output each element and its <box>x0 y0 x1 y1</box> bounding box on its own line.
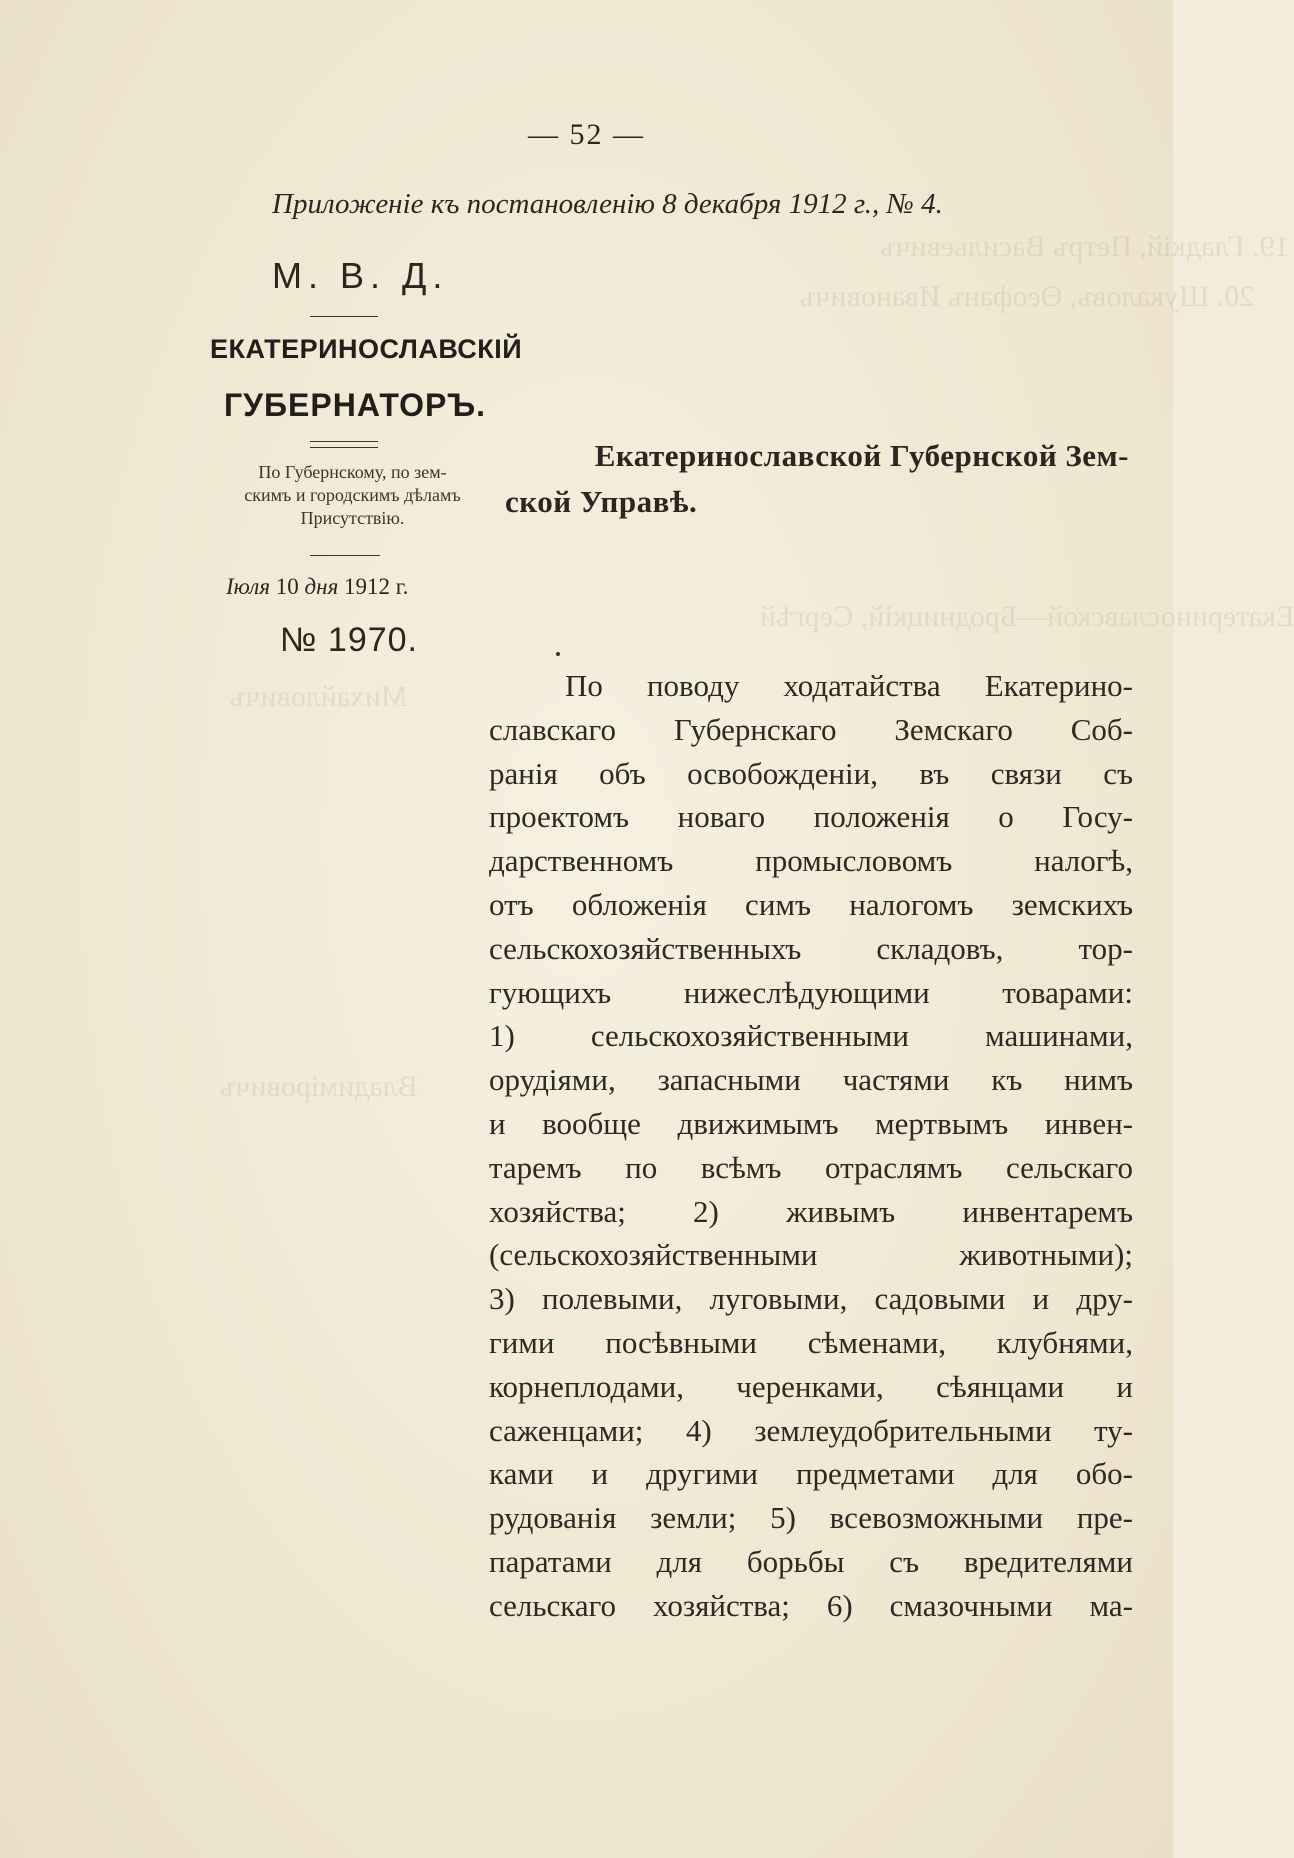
divider <box>310 555 380 556</box>
body-line: рудованія земли; 5) всевозможными пре- <box>489 1500 1133 1536</box>
body-line: паратами для борьбы съ вредителями <box>489 1543 1133 1579</box>
body-line: саженцами; 4) землеудобрительными ту- <box>489 1412 1133 1448</box>
bleed-through-text: Екатеринославской—Бродницкій, Сергѣй <box>760 600 1294 633</box>
body-line: ранія объ освобожденіи, въ связи съ <box>489 755 1133 791</box>
office-line: По Губернскому, по зем- <box>258 462 447 482</box>
body-paragraph <box>489 664 1133 1628</box>
body-line: гими посѣвными сѣменами, клубнями, <box>489 1324 1133 1360</box>
date-month: Іюля <box>226 574 271 599</box>
body-line: гующихъ нижеслѣдующими товарами: <box>489 974 1133 1010</box>
addressee <box>505 433 1129 525</box>
body-line: сельскохозяйственныхъ складовъ, тор- <box>489 930 1133 966</box>
body-line: проектомъ новаго положенія о Госу- <box>489 799 1133 835</box>
divider <box>310 447 378 448</box>
bleed-through-text: 19. Гладкій, Петръ Васильевичъ <box>880 230 1290 263</box>
divider <box>310 316 378 317</box>
date-year: 1912 г. <box>344 574 409 599</box>
document-date <box>226 574 408 600</box>
bleed-through-text: Михайловичъ <box>230 680 408 713</box>
addressee-line1: Екатеринославской Губернской Зем- <box>594 438 1129 473</box>
body-line: 3) полевыми, луговыми, садовыми и дру- <box>489 1281 1133 1317</box>
addressee-line2: ской Управѣ. <box>505 484 698 519</box>
body-line: отъ обложенія симъ налогомъ земскихъ <box>489 886 1133 922</box>
body-line: ками и другими предметами для обо- <box>489 1456 1133 1492</box>
bleed-through-text: 20. Шукаловъ, Өеофанъ Ивановичъ <box>800 280 1255 313</box>
body-line: орудіями, запасными частями къ нимъ <box>489 1062 1133 1098</box>
office-designation <box>200 461 505 530</box>
body-line: и вообще движимымъ мертвымъ инвен- <box>489 1105 1133 1141</box>
body-line: славскаго Губернскаго Земскаго Соб- <box>489 711 1133 747</box>
date-day: 10 <box>275 574 299 599</box>
ministry-abbreviation: М. В. Д. <box>272 255 449 296</box>
ink-dot <box>556 652 560 656</box>
divider <box>310 441 378 442</box>
appendix-note: Приложеніе къ постановленію 8 декабря 1912 г., № 4. <box>272 188 943 220</box>
governor-title-line1: ЕКАТЕРИНОСЛАВСКІЙ <box>210 334 523 364</box>
body-line: корнеплодами, черенками, сѣянцами и <box>489 1368 1133 1404</box>
body-line: таремъ по всѣмъ отраслямъ сельскаго <box>489 1149 1133 1185</box>
office-line: Присутствію. <box>300 508 405 528</box>
page-number: — 52 — <box>528 118 645 151</box>
body-line: (сельскохозяйственными животными); <box>489 1237 1133 1273</box>
body-line: сельскаго хозяйства; 6) смазочными ма- <box>489 1587 1133 1623</box>
body-line: 1) сельскохозяйственными машинами, <box>489 1018 1133 1054</box>
body-line: По поводу ходатайства Екатерино- <box>565 668 1133 703</box>
body-line: хозяйства; 2) живымъ инвентаремъ <box>489 1193 1133 1229</box>
bleed-through-text: Владиміровичъ <box>220 1070 418 1103</box>
document-number: № 1970. <box>280 621 419 659</box>
body-line: дарственномъ промысловомъ налогѣ, <box>489 843 1133 879</box>
date-word: дня <box>304 574 339 599</box>
governor-title-line2: ГУБЕРНАТОРЪ. <box>223 387 487 423</box>
office-line: скимъ и городскимъ дѣламъ <box>244 485 461 505</box>
